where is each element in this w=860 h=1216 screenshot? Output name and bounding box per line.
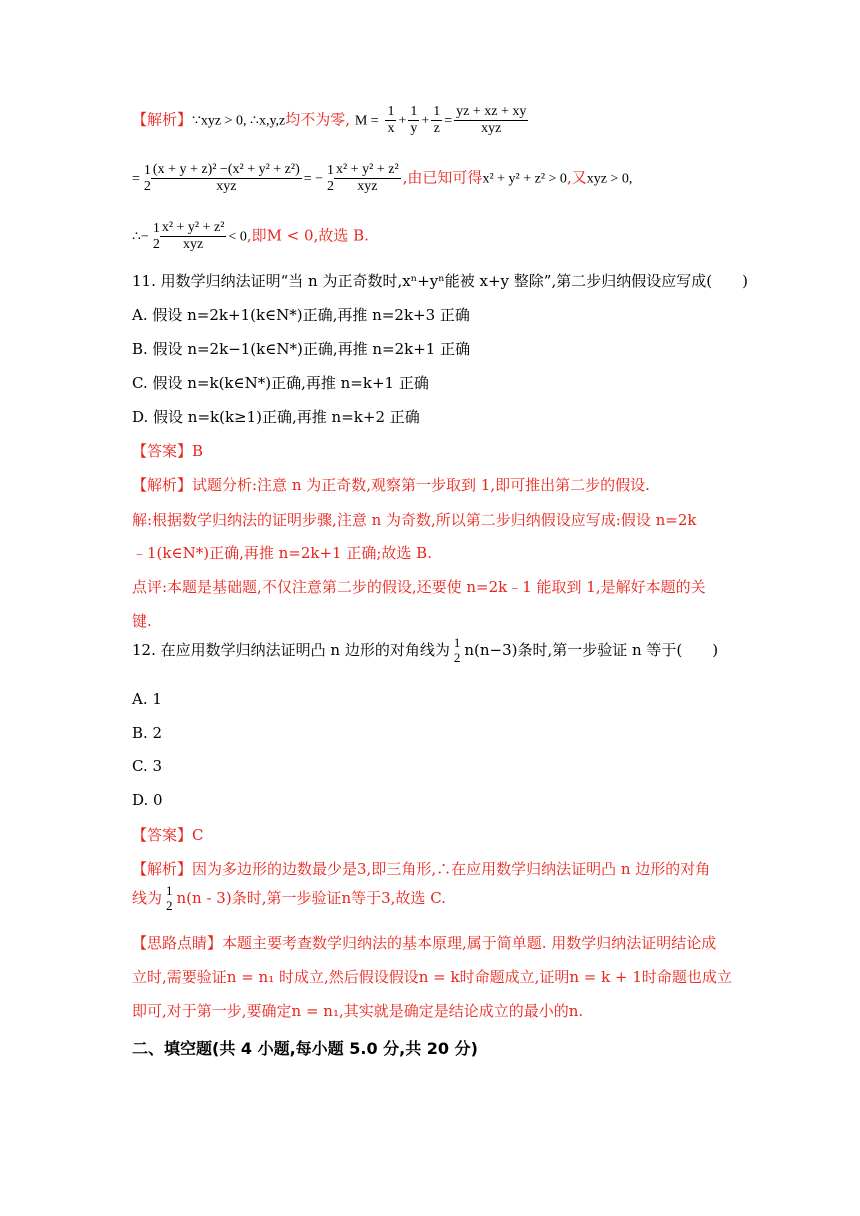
m-eq: M =: [354, 113, 379, 129]
known-text: ,由已知可得: [402, 168, 483, 187]
q11-answer: 【答案】B: [132, 442, 204, 460]
q12-option-b: B. 2: [132, 724, 163, 742]
q12-hint-2: 立时,需要验证n = n₁ 时成立,然后假设假设n = k时命题成立,证明n = k + 1时命题也成立: [132, 968, 732, 986]
analysis-tag: 【解析】: [132, 110, 193, 129]
therefore-minus: ∴−: [132, 229, 149, 245]
less-than-zero: < 0: [228, 229, 247, 245]
equals-sign: =: [444, 113, 453, 129]
frac-half-2: 1 2: [327, 162, 335, 194]
q12-option-a: A. 1: [132, 690, 162, 708]
q12-analysis-1: 【解析】因为多边形的边数最少是3,即三角形,∴在应用数学归纳法证明凸 n 边形的对角: [132, 860, 711, 878]
nonzero-text: 均不为零,: [285, 110, 351, 129]
analysis-10-line-3: [132, 220, 369, 253]
q12-half-fraction: 1 2: [453, 635, 461, 665]
q11-solution-2: ﹣1(k∈N*)正确,再推 n=2k+1 正确;故选 B.: [132, 544, 432, 562]
frac-1-over-y: $\frac{1}{y}$: [410, 104, 418, 137]
q12-analysis-2: [132, 884, 446, 914]
squares-positive: x² + y² + z² > 0: [482, 171, 567, 187]
q11-solution-1: 解:根据数学归纳法的证明步骤,注意 n 为奇数,所以第二步归纳假设应写成:假设 n=2k: [132, 511, 697, 529]
analysis-10-line-2: [132, 162, 632, 195]
frac-half-3: 1 2: [152, 220, 160, 252]
q11-comment-2: 键.: [132, 612, 152, 630]
q12-analysis-2-a: 线为: [132, 888, 163, 907]
q11-option-a: A. 假设 n=2k+1(k∈N*)正确,再推 n=2k+3 正确: [132, 306, 470, 324]
q12-answer: 【答案】C: [132, 826, 204, 844]
also-text: ,又: [566, 168, 587, 187]
since-clause: ∵xyz > 0, ∴x,y,z: [192, 113, 286, 129]
q12-hint-1: 【思路点睛】本题主要考查数学归纳法的基本原理,属于简单题. 用数学归纳法证明结论成: [132, 934, 717, 952]
frac-1-over-z: $\frac{1}{z}$: [433, 104, 441, 137]
q12-option-d: D. 0: [132, 791, 163, 809]
xyz-positive: xyz > 0,: [586, 171, 633, 187]
equals-minus: = −: [303, 171, 324, 187]
q11-option-d: D. 假设 n=k(k≥1)正确,再推 n=k+2 正确: [132, 408, 420, 426]
q11-analysis: 【解析】试题分析:注意 n 为正奇数,观察第一步取到 1,即可推出第二步的假设.: [132, 476, 650, 494]
section-2-title: 二、填空题(共 4 小题,每小题 5.0 分,共 20 分): [132, 1039, 478, 1058]
q12-analysis-2-b: n(n - 3)条时,第一步验证n等于3,故选 C.: [176, 888, 446, 907]
q12-hint-3: 即可,对于第一步,要确定n = n₁,其实就是确定是结论成立的最小的n.: [132, 1002, 584, 1020]
conclusion-text: ,即M < 0,故选 B.: [246, 226, 369, 245]
equals-sign: =: [132, 171, 140, 187]
plus-sign: +: [398, 113, 407, 129]
q12-option-c: C. 3: [132, 757, 163, 775]
frac-half: 1 2: [143, 162, 151, 194]
q11-comment-1: 点评:本题是基础题,不仅注意第二步的假设,还要使 n=2k﹣1 能取到 1,是解好本题的关: [132, 578, 706, 596]
question-12-stem: [132, 636, 718, 666]
q12-stem-part-a: 12. 在应用数学归纳法证明凸 n 边形的对角线为: [132, 640, 450, 659]
analysis-10-line-1: [132, 104, 530, 137]
question-11-stem: 11. 用数学归纳法证明“当 n 为正奇数时,xⁿ+yⁿ能被 x+y 整除”,第二步归纳假设应写成( ): [132, 272, 748, 290]
frac-sum-over-xyz: $\frac{yz + xz + xy}{\text{xyz}}$: [456, 104, 527, 137]
frac-1-over-x: $\frac{1}{x}$: [387, 104, 395, 137]
q12-stem-part-b: n(n−3)条时,第一步验证 n 等于( ): [464, 640, 719, 659]
q11-option-b: B. 假设 n=2k−1(k∈N*)正确,再推 n=2k+1 正确: [132, 340, 471, 358]
q11-option-c: C. 假设 n=k(k∈N*)正确,再推 n=k+1 正确: [132, 374, 429, 392]
frac-expanded: $\frac{\text{(x + y + z)² −(x² + y² + z²)}}{\text{xyz}}$: [152, 162, 300, 195]
frac-squares: $\frac{\text{x² + y² + z²}}{\text{xyz}}$: [336, 162, 399, 195]
q12-analysis-half: 1 2: [166, 883, 173, 913]
plus-sign: +: [421, 113, 430, 129]
frac-squares-2: $\frac{\text{x² + y² + z²}}{\text{xyz}}$: [161, 220, 225, 253]
